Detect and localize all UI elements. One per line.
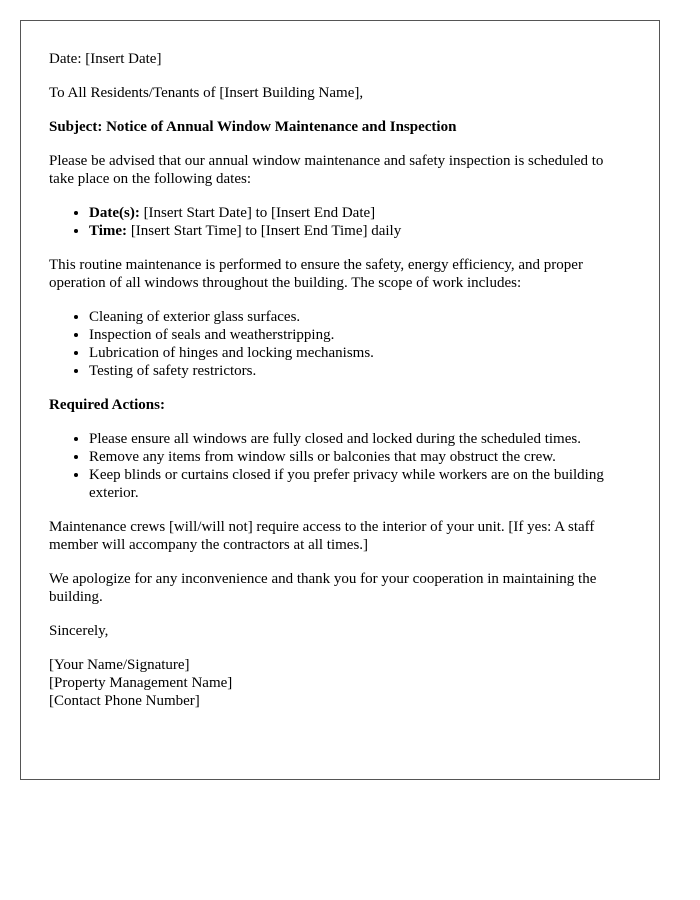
signature-line: [Your Name/Signature]	[49, 657, 190, 673]
access-paragraph: Maintenance crews [will/will not] require access to the interior of your unit. [If yes: A staff member will accompany the contractors at all times.]	[49, 519, 595, 553]
list-item	[89, 204, 631, 222]
schedule-value: [Insert Start Time] to [Insert End Time] daily	[127, 223, 402, 239]
list-item: • Testing of safety restrictors.	[89, 362, 631, 380]
list-item: • Remove any items from window sills or balconies that may obstruct the crew.	[89, 448, 631, 466]
list-item: • Inspection of seals and weatherstripping.	[89, 326, 631, 344]
greeting: To All Residents/Tenants of [Insert Building Name],	[49, 85, 364, 101]
schedule-label: Date(s):	[89, 205, 140, 221]
signature-line: [Contact Phone Number]	[49, 693, 200, 709]
intro-paragraph: Please be advised that our annual window maintenance and safety inspection is scheduled to take place on the following dates:	[49, 153, 604, 187]
list-item	[89, 222, 631, 240]
schedule-value: [Insert Start Date] to [Insert End Date]	[139, 205, 376, 221]
apology-paragraph: We apologize for any inconvenience and thank you for your cooperation in maintaining the building.	[49, 571, 597, 605]
list-item: • Lubrication of hinges and locking mechanisms.	[89, 344, 631, 362]
scope-list	[49, 308, 631, 380]
list-item: • Keep blinds or curtains closed if you prefer privacy while workers are on the building exterior.	[89, 466, 631, 502]
closing: Sincerely,	[49, 623, 109, 639]
schedule-list	[49, 204, 631, 240]
actions-list	[49, 430, 631, 502]
schedule-label: Time:	[89, 223, 128, 239]
actions-heading: Required Actions:	[49, 397, 165, 413]
list-item: • Cleaning of exterior glass surfaces.	[89, 308, 631, 326]
signature-block	[49, 656, 631, 710]
subject-line: Subject: Notice of Annual Window Maintenance and Inspection	[49, 119, 457, 135]
letter-page	[20, 20, 660, 780]
list-item: • Please ensure all windows are fully closed and locked during the scheduled times.	[89, 430, 631, 448]
date-line: Date: [Insert Date]	[49, 51, 162, 67]
purpose-paragraph: This routine maintenance is performed to ensure the safety, energy efficiency, and proper operation of all windows throughout the building. The scope of work includes:	[49, 257, 583, 291]
signature-line: [Property Management Name]	[49, 675, 233, 691]
